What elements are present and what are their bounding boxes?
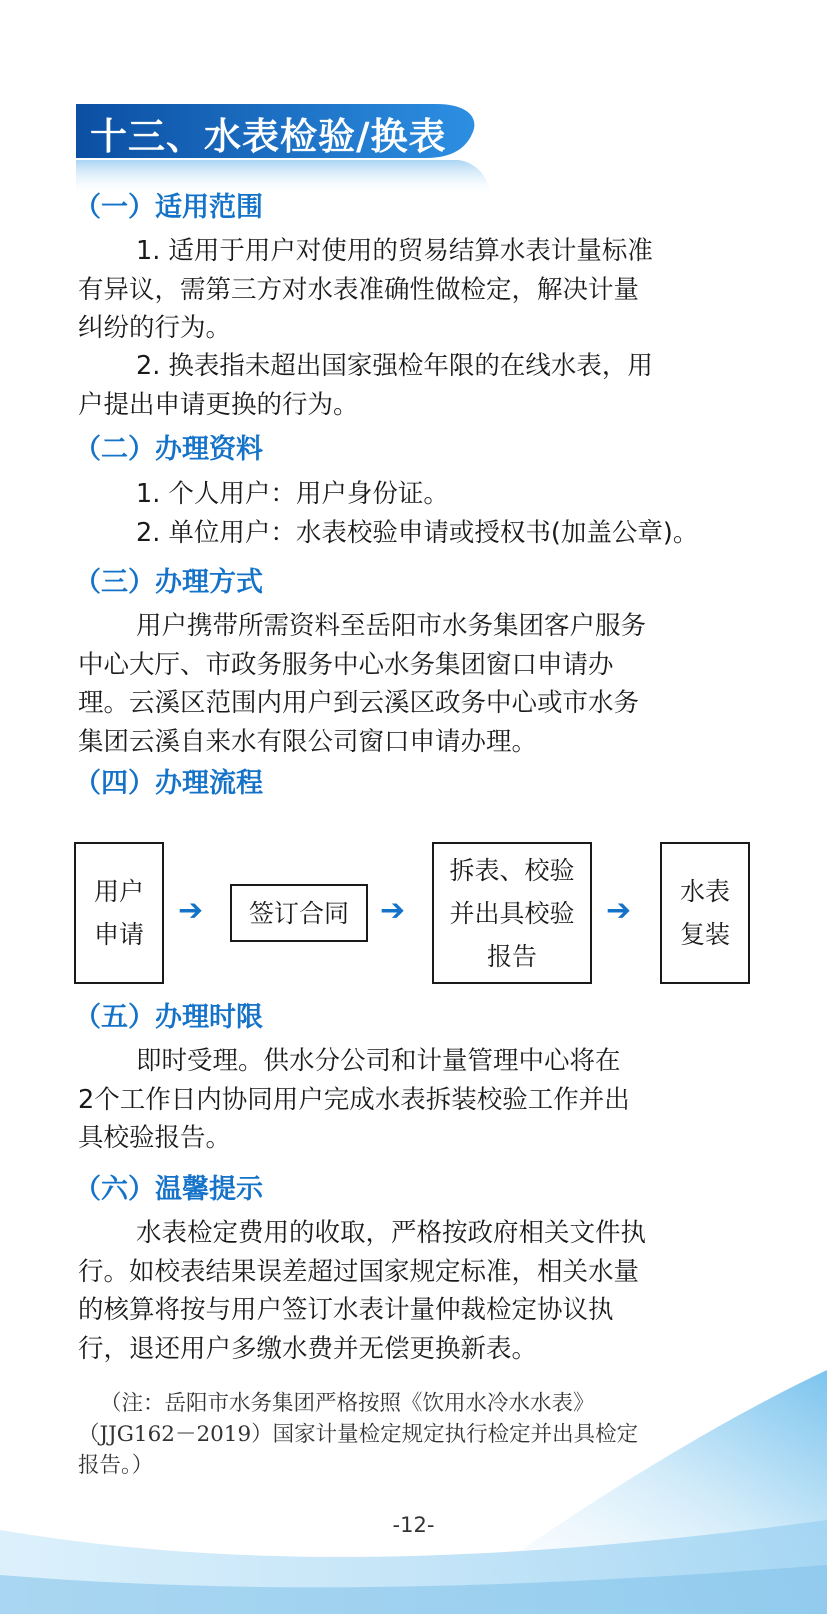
note-line: 报告。） [78,1453,154,1478]
text-line: 即时受理。供水分公司和计量管理中心将在 [136,1046,621,1076]
flow-step-text: 申请 [93,920,144,949]
text-line: 2个工作日内协同用户完成水表拆装校验工作并出 [78,1084,630,1115]
flow-step-text: 签订合同 [248,898,349,928]
note-line: （注：岳阳市水务集团严格按照《饮用水冷水水表》 [100,1391,595,1416]
text-line: 用户携带所需资料至岳阳市水务集团客户服务 [136,611,647,641]
text-line: 中心大厅、市政务服务中心水务集团窗口申请办 [78,649,614,680]
text-line: 集团云溪自来水有限公司窗口申请办理。 [78,726,538,757]
flow-step-text: 用户 [93,877,144,906]
flow-step-text: 复装 [679,920,730,949]
flow-step-text: 并出具校验 [449,898,575,928]
flow-step-text: 拆表、校验 [449,855,575,885]
flow-step-reinstall [660,842,750,984]
section-heading-tips: （六）温馨提示 [74,1174,263,1205]
scope-paragraph-1 [78,232,750,348]
section-heading-process: （四）办理流程 [74,768,263,799]
chapter-banner [76,104,490,196]
section-heading-scope: （一）适用范围 [74,192,263,223]
flow-step-contract [230,884,368,942]
method-paragraph [78,607,750,761]
materials-list [78,475,750,552]
text-line: 行。如校表结果误差超过国家规定标准，相关水量 [78,1256,640,1287]
text-line: 1. 适用于用户对使用的贸易结算水表计量标准 [136,236,653,266]
process-flowchart [74,842,754,984]
scope-paragraph-2 [78,347,750,424]
chapter-title: 十三、水表检验/换表 [90,115,447,158]
page-number: -12- [392,1513,435,1537]
arrow-right-icon: ➔ [178,893,204,928]
flow-step-text: 报告 [486,941,537,971]
text-line: 有异议，需第三方对水表准确性做检定，解决计量 [78,274,640,305]
tips-paragraph [78,1214,750,1368]
text-line: 户提出申请更换的行为。 [78,389,359,420]
text-line: 的核算将按与用户签订水表计量仲裁检定协议执 [78,1295,614,1325]
text-line: 2. 换表指未超出国家强检年限的在线水表，用 [136,351,653,381]
text-line: 水表检定费用的收取，严格按政府相关文件执 [136,1218,647,1248]
footnote [78,1388,750,1481]
time-limit-paragraph [78,1042,750,1158]
flow-step-text: 水表 [679,877,730,906]
text-line: 纠纷的行为。 [78,313,232,343]
arrow-right-icon: ➔ [380,893,406,928]
text-line: 行，退还用户多缴水费并无偿更换新表。 [78,1333,538,1364]
arrow-right-icon: ➔ [606,893,632,928]
section-heading-materials: （二）办理资料 [74,434,263,465]
section-heading-time-limit: （五）办理时限 [74,1002,263,1033]
flow-step-apply [74,842,164,984]
list-item: 2. 单位用户：水表校验申请或授权书(加盖公章)。 [136,517,699,548]
list-item: 1. 个人用户：用户身份证。 [136,479,449,509]
flow-step-inspect [432,842,592,984]
section-heading-method: （三）办理方式 [74,567,263,598]
text-line: 具校验报告。 [78,1123,232,1153]
text-line: 理。云溪区范围内用户到云溪区政务中心或市水务 [78,688,640,718]
note-line: （JJG162－2019）国家计量检定规定执行检定并出具检定 [78,1422,639,1447]
